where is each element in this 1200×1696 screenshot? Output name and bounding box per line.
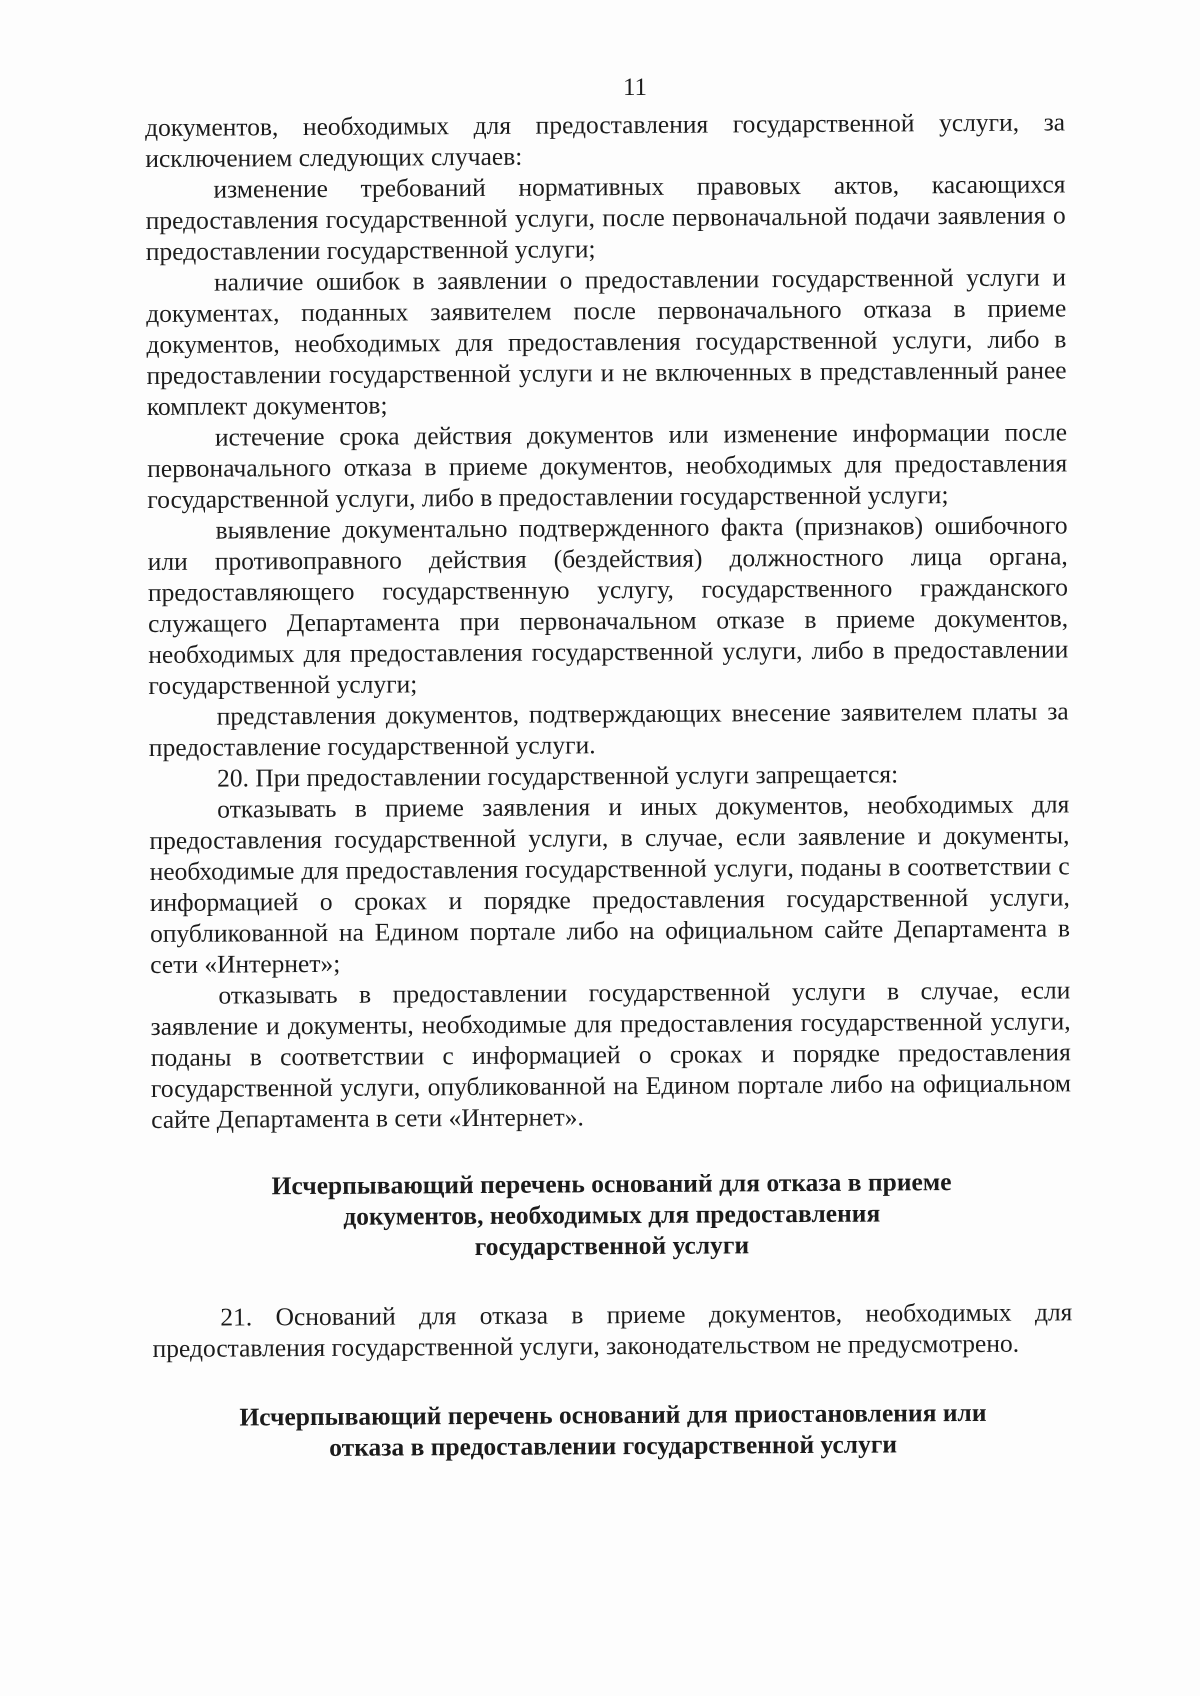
paragraph-refuse-acceptance: отказывать в приеме заявления и иных документов, необходимых для предоставления государственной услуги, в случае, если заявление и документы, необходимые для предоставления государственной услуги, поданы в соответствии с информацией о сроках и порядке предоставления государственной услуги, опубликованной на Едином портале либо на официальном сайте Департамента в сети «Интернет»; — [149, 789, 1071, 979]
paragraph-continuation: документов, необходимых для предоставления государственной услуги, за исключением следующих случаев: — [145, 107, 1066, 173]
paragraph-item-21: 21. Оснований для отказа в приеме документов, необходимых для предоставления государственной услуги, законодательством не предусмотрено. — [152, 1297, 1073, 1363]
section-heading-suspension-refusal — [153, 1396, 1073, 1464]
heading-line: Исчерпывающий перечень оснований для отказа в приеме — [271, 1167, 952, 1201]
paragraph-refuse-service: отказывать в предоставлении государственной услуги в случае, если заявление и документы, необходимые для предоставления государственной услуги, поданы в соответствии с информацией о сроках и порядке предоставления государственной услуги, опубликованной на Едином портале либо на официальном сайте Департамента в сети «Интернет». — [150, 975, 1072, 1134]
heading-line: государственной услуги — [474, 1230, 750, 1262]
heading-line: отказа в предоставлении государственной услуги — [329, 1429, 898, 1462]
paragraph-item-20: 20. При предоставлении государственной услуги запрещается: — [216, 759, 899, 793]
paragraph-application-errors: наличие ошибок в заявлении о предоставлении государственной услуги и документах, поданных заявителем после первоначального отказа в приеме документов, необходимых для предоставления государственной услуги, либо в предоставлении государственной услуги и не включенных в представленный ранее комплект документов; — [146, 262, 1067, 421]
page-number: 11 — [622, 74, 648, 101]
paragraph-fee-payment: представления документов, подтверждающих внесение заявителем платы за предоставление государственной услуги. — [148, 696, 1069, 762]
document-body — [145, 106, 1073, 1464]
section-heading-refusal-acceptance — [151, 1165, 1072, 1264]
paragraph-requirements-change: изменение требований нормативных правовых актов, касающихся предоставления государственной услуги, после первоначальной подачи заявления о предоставлении государственной услуги; — [145, 169, 1066, 266]
heading-line: Исчерпывающий перечень оснований для приостановления или — [239, 1397, 987, 1432]
paragraph-official-error: выявление документально подтвержденного факта (признаков) ошибочного или противоправного действия (бездействия) должностного лица органа, предоставляющего государственную услугу, государственного гражданского служащего Департамента при первоначальном отказе в приеме документов, необходимых для предоставления государственной услуги, либо в предоставлении государственной услуги; — [147, 510, 1069, 700]
heading-line: документов, необходимых для предоставления — [343, 1198, 881, 1231]
paragraph-document-expiry: истечение срока действия документов или изменение информации после первоначального отказа в приеме документов, необходимых для предоставления государственной услуги, либо в предоставлении государственной услуги; — [147, 417, 1068, 514]
